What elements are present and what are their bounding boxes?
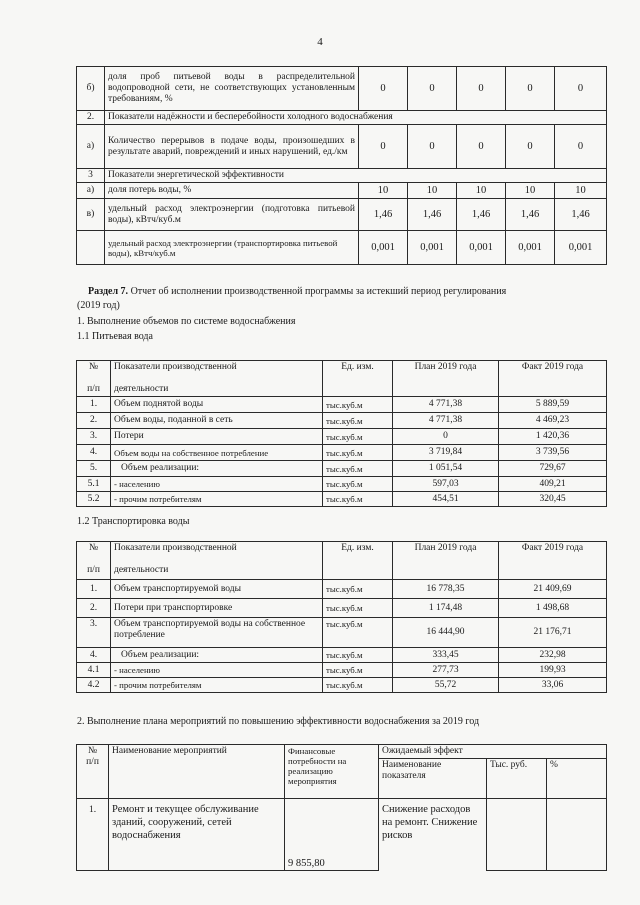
value-cell: 1,46	[359, 199, 408, 231]
header-cell: План 2019 года	[393, 542, 499, 580]
table-row	[77, 67, 607, 111]
row-fact: 199,93	[499, 663, 607, 678]
indicator-label: доля потерь воды, %	[105, 183, 359, 199]
value-cell: 0	[506, 67, 555, 111]
row-name: Объем поднятой воды	[111, 397, 323, 413]
value-cell: 0,001	[359, 231, 408, 265]
row-fact: 409,21	[499, 477, 607, 492]
row-plan: 16 778,35	[393, 580, 499, 599]
table-row	[77, 429, 607, 445]
value-cell: 1,46	[506, 199, 555, 231]
row-name: - прочим потребителям	[111, 492, 323, 507]
subheading: 2. Выполнение плана мероприятий по повышению эффективности водоснабжения за 2019 год	[77, 716, 480, 727]
row-plan: 4 771,38	[393, 413, 499, 429]
row-number: 2.	[77, 599, 111, 618]
row-number: 4.	[77, 648, 111, 663]
header-cell: Факт 2019 года	[499, 361, 607, 397]
row-unit: тыс.куб.м	[323, 445, 393, 461]
table-row	[77, 231, 607, 265]
indicator-label: Количество перерывов в подаче воды, произошедших в результате аварий, повреждений и иных нарушений, ед./км	[105, 125, 359, 169]
row-number: 1.	[77, 580, 111, 599]
row-number: в)	[77, 199, 105, 231]
measures-table	[76, 744, 607, 871]
row-number: 2.	[77, 111, 105, 125]
row-fact: 3 739,56	[499, 445, 607, 461]
row-rub	[487, 799, 547, 871]
table-row	[77, 477, 607, 492]
indicator-label: доля проб питьевой воды в распределительной водопроводной сети, не соответствующих установленным требованиям, %	[105, 67, 359, 111]
value-cell: 10	[408, 183, 457, 199]
row-name: Потери	[111, 429, 323, 445]
row-name: Потери при транспортировке	[111, 599, 323, 618]
row-number: 2.	[77, 413, 111, 429]
row-unit: тыс.куб.м	[323, 580, 393, 599]
row-plan: 16 444,90	[393, 618, 499, 648]
table-row	[77, 445, 607, 461]
table-header-row	[77, 361, 607, 397]
row-plan: 597,03	[393, 477, 499, 492]
row-name: Объем транспортируемой воды на собственное потребление	[111, 618, 323, 648]
row-number: 4.2	[77, 678, 111, 693]
value-cell: 10	[506, 183, 555, 199]
water-transport-table	[76, 541, 607, 693]
value-cell: 10	[359, 183, 408, 199]
section-heading-year: (2019 год)	[77, 300, 120, 311]
row-number: 3	[77, 169, 105, 183]
value-cell: 10	[457, 183, 506, 199]
header-cell: № п/п	[77, 542, 111, 580]
subheading: 1.2 Транспортировка воды	[77, 516, 190, 527]
row-number: 5.1	[77, 477, 111, 492]
table-row	[77, 413, 607, 429]
row-unit: тыс.куб.м	[323, 492, 393, 507]
header-cell: Факт 2019 года	[499, 542, 607, 580]
row-number: 4.1	[77, 663, 111, 678]
row-name: Объем реализации:	[111, 461, 323, 477]
row-plan: 277,73	[393, 663, 499, 678]
row-unit: тыс.куб.м	[323, 413, 393, 429]
table-row	[77, 111, 607, 125]
row-number: 3.	[77, 429, 111, 445]
row-unit: тыс.куб.м	[323, 397, 393, 413]
table-row	[77, 199, 607, 231]
section-heading-text: Отчет об исполнении производственной программы за истекший период регулирования	[128, 286, 507, 297]
indicator-label: удельный расход электроэнергии (транспортировка питьевой воды), кВтч/куб.м	[105, 231, 359, 265]
row-pct	[547, 799, 607, 871]
drinking-water-table	[76, 360, 607, 507]
row-number: 5.2	[77, 492, 111, 507]
section-heading	[88, 286, 506, 298]
row-effect: Снижение расходов на ремонт. Снижение рисков	[379, 799, 487, 871]
value-cell: 10	[555, 183, 607, 199]
row-fact: 4 469,23	[499, 413, 607, 429]
table-header-row	[77, 542, 607, 580]
row-number	[77, 231, 105, 265]
table-row	[77, 799, 607, 871]
row-number: 5.	[77, 461, 111, 477]
value-cell: 1,46	[457, 199, 506, 231]
table-header-row	[77, 745, 607, 759]
row-name: Объем транспортируемой воды	[111, 580, 323, 599]
section-label: Показатели энергетической эффективности	[105, 169, 607, 183]
row-plan: 1 174,48	[393, 599, 499, 618]
row-name: Объем реализации:	[111, 648, 323, 663]
row-unit: тыс.куб.м	[323, 477, 393, 492]
row-name: - прочим потребителям	[111, 678, 323, 693]
value-cell: 0	[555, 67, 607, 111]
row-plan: 3 719,84	[393, 445, 499, 461]
table-row	[77, 169, 607, 183]
row-unit: тыс.куб.м	[323, 648, 393, 663]
row-unit: тыс.куб.м	[323, 678, 393, 693]
table-row	[77, 648, 607, 663]
row-name: Объем воды на собственное потребление	[111, 445, 323, 461]
row-fact: 21 409,69	[499, 580, 607, 599]
subheading: 1. Выполнение объемов по системе водоснабжения	[77, 316, 296, 327]
value-cell: 0,001	[555, 231, 607, 265]
header-cell: Ед. изм.	[323, 361, 393, 397]
row-number: 3.	[77, 618, 111, 648]
row-plan: 55,72	[393, 678, 499, 693]
row-unit: тыс.куб.м	[323, 429, 393, 445]
row-name: Объем воды, поданной в сеть	[111, 413, 323, 429]
row-number: 1.	[77, 397, 111, 413]
table-row	[77, 663, 607, 678]
header-cell: Финансовые потребности на реализацию мероприятия	[285, 745, 379, 799]
table-row	[77, 492, 607, 507]
table-row	[77, 599, 607, 618]
header-cell: Показатели производственной деятельности	[111, 542, 323, 580]
row-number: 1.	[77, 799, 109, 871]
value-cell: 0	[457, 125, 506, 169]
row-unit: тыс.куб.м	[323, 663, 393, 678]
subheading: 1.1 Питьевая вода	[77, 331, 153, 342]
table-row	[77, 397, 607, 413]
value-cell: 0	[457, 67, 506, 111]
row-name: - населению	[111, 477, 323, 492]
row-plan: 4 771,38	[393, 397, 499, 413]
value-cell: 0	[408, 125, 457, 169]
row-number: а)	[77, 125, 105, 169]
header-cell: %	[547, 759, 607, 799]
row-plan: 1 051,54	[393, 461, 499, 477]
header-cell: Наименование показателя	[379, 759, 487, 799]
row-fact: 33,06	[499, 678, 607, 693]
value-cell: 0,001	[457, 231, 506, 265]
indicators-table	[76, 66, 607, 265]
row-unit: тыс.куб.м	[323, 618, 393, 648]
value-cell: 0	[555, 125, 607, 169]
table-row	[77, 461, 607, 477]
header-cell: Тыс. руб.	[487, 759, 547, 799]
row-unit: тыс.куб.м	[323, 599, 393, 618]
value-cell: 0	[359, 67, 408, 111]
row-fact: 1 498,68	[499, 599, 607, 618]
table-row	[77, 125, 607, 169]
value-cell: 1,46	[555, 199, 607, 231]
row-name: Ремонт и текущее обслуживание зданий, сооружений, сетей водоснабжения	[109, 799, 285, 871]
table-row	[77, 580, 607, 599]
section-heading-bold: Раздел 7.	[88, 286, 129, 297]
row-fact: 232,98	[499, 648, 607, 663]
value-cell: 0	[506, 125, 555, 169]
row-fact: 21 176,71	[499, 618, 607, 648]
header-cell: Показатели производственной деятельности	[111, 361, 323, 397]
row-unit: тыс.куб.м	[323, 461, 393, 477]
table-row	[77, 678, 607, 693]
row-fact: 5 889,59	[499, 397, 607, 413]
header-cell: Ожидаемый эффект	[379, 745, 607, 759]
row-fact: 729,67	[499, 461, 607, 477]
header-cell: План 2019 года	[393, 361, 499, 397]
value-cell: 0,001	[408, 231, 457, 265]
value-cell: 1,46	[408, 199, 457, 231]
header-cell: Ед. изм.	[323, 542, 393, 580]
page-number: 4	[317, 36, 323, 48]
table-row	[77, 618, 607, 648]
value-cell: 0	[408, 67, 457, 111]
row-number: а)	[77, 183, 105, 199]
header-cell: № п/п	[77, 361, 111, 397]
value-cell: 0,001	[506, 231, 555, 265]
row-fact: 320,45	[499, 492, 607, 507]
row-number: б)	[77, 67, 105, 111]
value-cell: 0	[359, 125, 408, 169]
row-number: 4.	[77, 445, 111, 461]
header-cell: № п/п	[77, 745, 109, 799]
indicator-label: удельный расход электроэнергии (подготовка питьевой воды), кВтч/куб.м	[105, 199, 359, 231]
row-fact: 1 420,36	[499, 429, 607, 445]
row-finance: 9 855,80	[285, 799, 379, 871]
row-plan: 333,45	[393, 648, 499, 663]
row-plan: 454,51	[393, 492, 499, 507]
row-plan: 0	[393, 429, 499, 445]
header-cell: Наименование мероприятий	[109, 745, 285, 799]
table-row	[77, 183, 607, 199]
row-name: - населению	[111, 663, 323, 678]
section-label: Показатели надёжности и бесперебойности холодного водоснабжения	[105, 111, 607, 125]
